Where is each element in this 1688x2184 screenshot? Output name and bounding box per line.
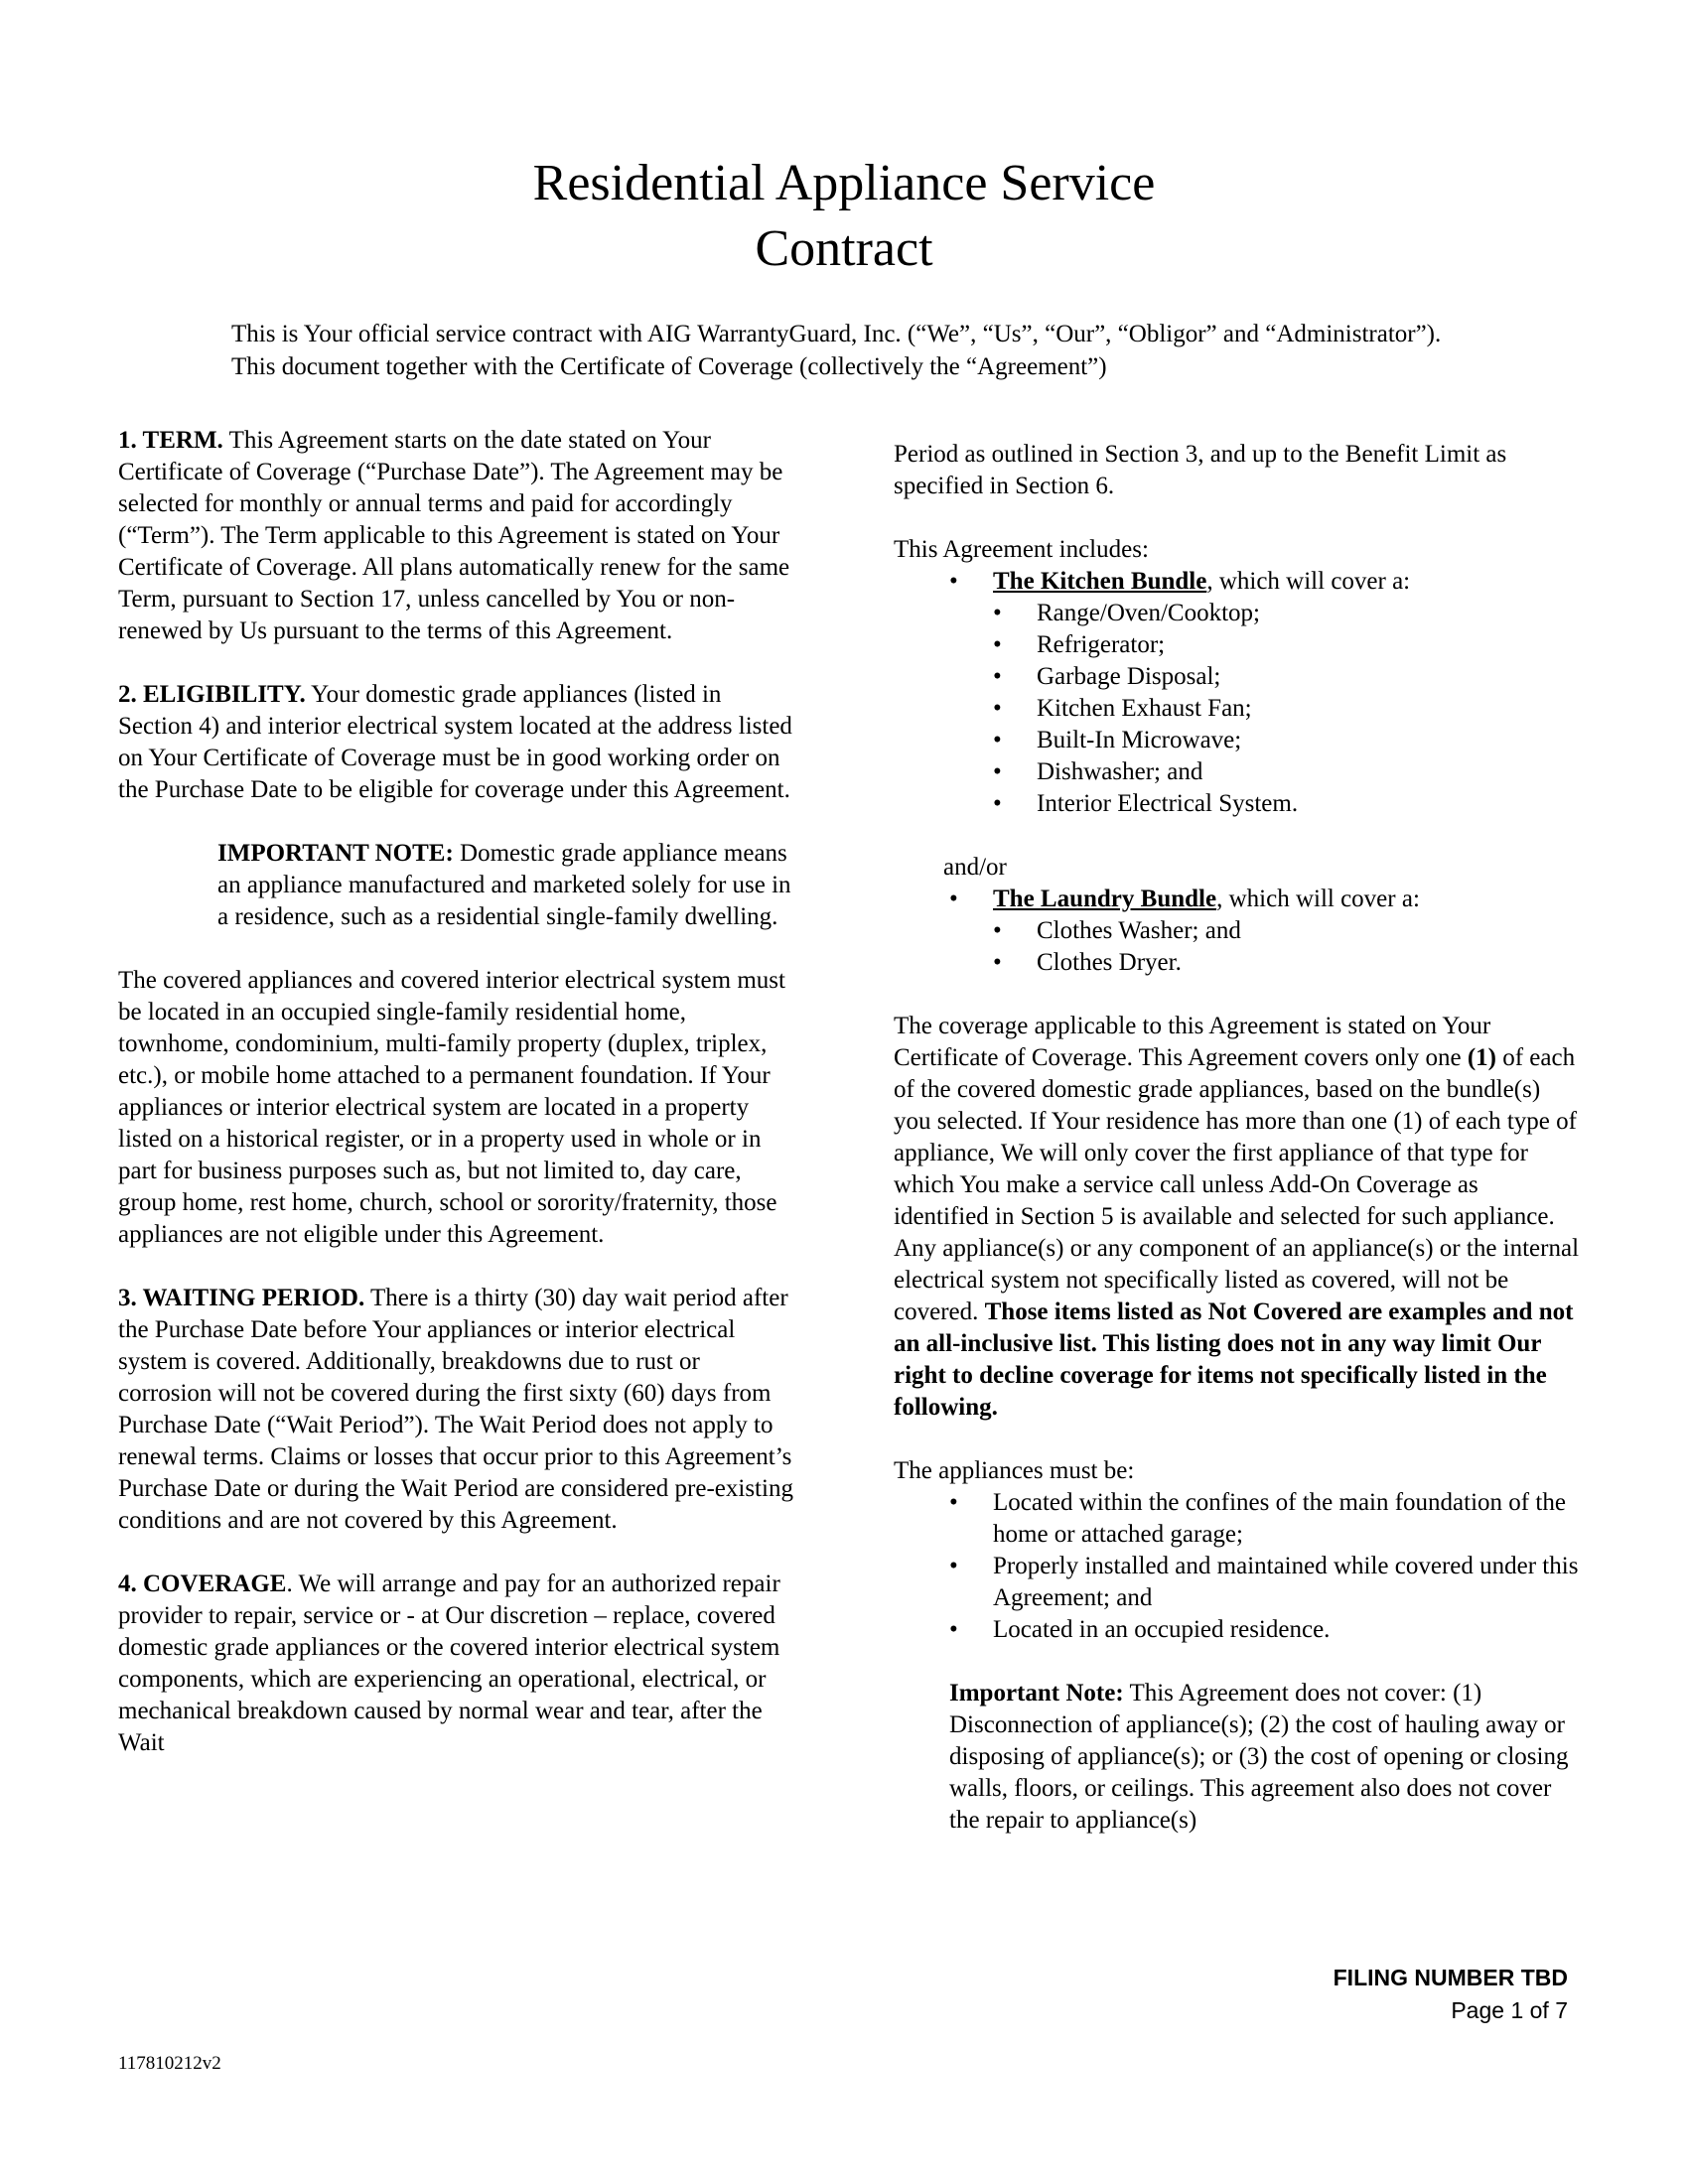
section-heading: 4. COVERAGE — [118, 1570, 287, 1597]
intro-paragraph: This is Your official service contract with AIG WarrantyGuard, Inc. (“We”, “Us”, “Our”, “Obligor” and “Administrator”). This document together with the Certificate of Coverage (collectively the “Agreement”) — [231, 321, 1442, 380]
section-heading: 2. ELIGIBILITY. — [118, 681, 306, 708]
important-note-eligibility — [217, 838, 793, 933]
note-heading: Important Note: — [949, 1680, 1124, 1706]
filing-number: FILING NUMBER TBD — [1333, 1965, 1568, 1990]
coverage-continuation: Period as outlined in Section 3, and up to the Benefit Limit as specified in Section 6. — [894, 441, 1507, 499]
section-eligibility — [118, 679, 793, 806]
section-coverage — [118, 1569, 793, 1759]
list-item: • Built-In Microwave; — [993, 725, 1579, 756]
kitchen-bundle-name: The Kitchen Bundle — [993, 568, 1207, 595]
important-note-coverage — [949, 1678, 1579, 1837]
laundry-bundle-tail: , which will cover a: — [1216, 886, 1420, 912]
document-id: 117810212v2 — [118, 2053, 221, 2074]
coverage-bold-one: (1) — [1467, 1044, 1496, 1071]
section-body: There is a thirty (30) day wait period after the Purchase Date before Your appliances or interior electrical system is covered. Additionally, breakdowns due to rust or corrosion will not be covered during the first sixty (60) days from Purchase Date (“Wait Period”). The Wait Period does not apply to renewal terms. Claims or losses that occur prior to this Agreement’s Purchase Date or during the Wait Period are considered pre-existing conditions and are not covered by this Agreement. — [118, 1285, 793, 1534]
page-number: Page 1 of 7 — [1451, 1997, 1568, 2023]
and-or-label: and/or — [943, 854, 1007, 881]
page-footer — [1334, 1962, 1568, 2027]
list-item: • Dishwasher; and — [993, 756, 1579, 788]
coverage-bold-disclaimer: Those items listed as Not Covered are examples and not an all-inclusive list. This listing does not in any way limit Our right to decline coverage for items not specifically listed in the following. — [894, 1298, 1574, 1421]
must-be-label: The appliances must be: — [894, 1457, 1135, 1484]
title-line-1: Residential Appliance Service — [532, 155, 1156, 211]
bundle-list-laundry — [894, 884, 1579, 979]
section-body: . We will arrange and pay for an authorized repair provider to repair, service or - at Our discretion – replace, covered domestic grade appliances or the covered interior electrical system components, which are experiencing an operational, electrical, or mechanical breakdown caused by normal wear and tear, after the Wait — [118, 1570, 780, 1756]
laundry-bundle-name: The Laundry Bundle — [993, 886, 1217, 912]
list-item: • Range/Oven/Cooktop; — [993, 598, 1579, 629]
list-item: • Kitchen Exhaust Fan; — [993, 693, 1579, 725]
left-column — [118, 425, 793, 1759]
eligibility-paragraph-2: The covered appliances and covered interior electrical system must be located in an occupied single-family residential home, townhome, condominium, multi-family property (duplex, triplex, etc.), or mobile home attached to a permanent foundation. If Your appliances or interior electrical system are located in a property listed on a historical register, or in a property used in whole or in part for business purposes such as, but not limited to, day care, group home, rest home, church, school or sorority/fraternity, those appliances are not eligible under this Agreement. — [118, 967, 785, 1248]
list-item: • Clothes Dryer. — [993, 947, 1579, 979]
section-term — [118, 425, 793, 647]
note-heading: IMPORTANT NOTE: — [217, 840, 454, 867]
note-body: Domestic grade appliance means an appliance manufactured and marketed solely for use in a residence, such as a residential single-family dwelling. — [217, 840, 791, 930]
list-item: • Interior Electrical System. — [993, 788, 1579, 820]
note-body: This Agreement does not cover: (1) Disconnection of appliance(s); (2) the cost of hauling away or disposing of appliance(s); or (3) the cost of opening or closing walls, floors, or ceilings. This agreement also does not cover the repair to appliance(s) — [949, 1680, 1569, 1834]
bundle-list-kitchen — [894, 566, 1579, 820]
document-title — [0, 151, 1688, 282]
coverage-text: The coverage applicable to this Agreement is stated on Your Certificate of Coverage. This Agreement covers only one — [894, 1013, 1491, 1071]
kitchen-bundle-tail: , which will cover a: — [1206, 568, 1411, 595]
list-item: • Clothes Washer; and — [993, 915, 1579, 947]
includes-label: This Agreement includes: — [894, 536, 1149, 563]
section-heading: 1. TERM. — [118, 427, 223, 454]
kitchen-bundle-item — [949, 566, 1579, 820]
kitchen-items-list — [993, 598, 1579, 820]
laundry-bundle-item — [949, 884, 1579, 979]
coverage-paragraph — [894, 1011, 1579, 1424]
right-column — [894, 439, 1579, 1837]
section-body: Your domestic grade appliances (listed in Section 4) and interior electrical system located at the address listed on Your Certificate of Coverage must be in good working order on the Purchase Date to be eligible for coverage under this Agreement. — [118, 681, 792, 803]
section-heading: 3. WAITING PERIOD. — [118, 1285, 365, 1311]
list-item: • Located within the confines of the main foundation of the home or attached garage; — [949, 1487, 1579, 1551]
laundry-items-list — [993, 915, 1579, 979]
list-item: • Garbage Disposal; — [993, 661, 1579, 693]
list-item: • Located in an occupied residence. — [949, 1614, 1579, 1646]
requirements-list — [894, 1487, 1579, 1646]
list-item: • Properly installed and maintained while covered under this Agreement; and — [949, 1551, 1579, 1614]
coverage-text: of each of the covered domestic grade appliances, based on the bundle(s) you selected. If Your residence has more than one (1) of each type of appliance, We will only cover the first appliance of that type for which You make a service call unless Add-On Coverage as identified in Section 5 is available and selected for such appliance. Any appliance(s) or any component of an appliance(s) or the internal electrical system not specifically listed as covered, will not be covered. — [894, 1044, 1580, 1325]
title-line-2: Contract — [755, 220, 933, 277]
section-waiting-period — [118, 1283, 793, 1537]
section-body: This Agreement starts on the date stated on Your Certificate of Coverage (“Purchase Date”). The Agreement may be selected for monthly or annual terms and paid for accordingly (“Term”). The Term applicable to this Agreement is stated on Your Certificate of Coverage. All plans automatically renew for the same Term, pursuant to Section 17, unless cancelled by You or non-renewed by Us pursuant to the terms of this Agreement. — [118, 427, 790, 644]
list-item: • Refrigerator; — [993, 629, 1579, 661]
